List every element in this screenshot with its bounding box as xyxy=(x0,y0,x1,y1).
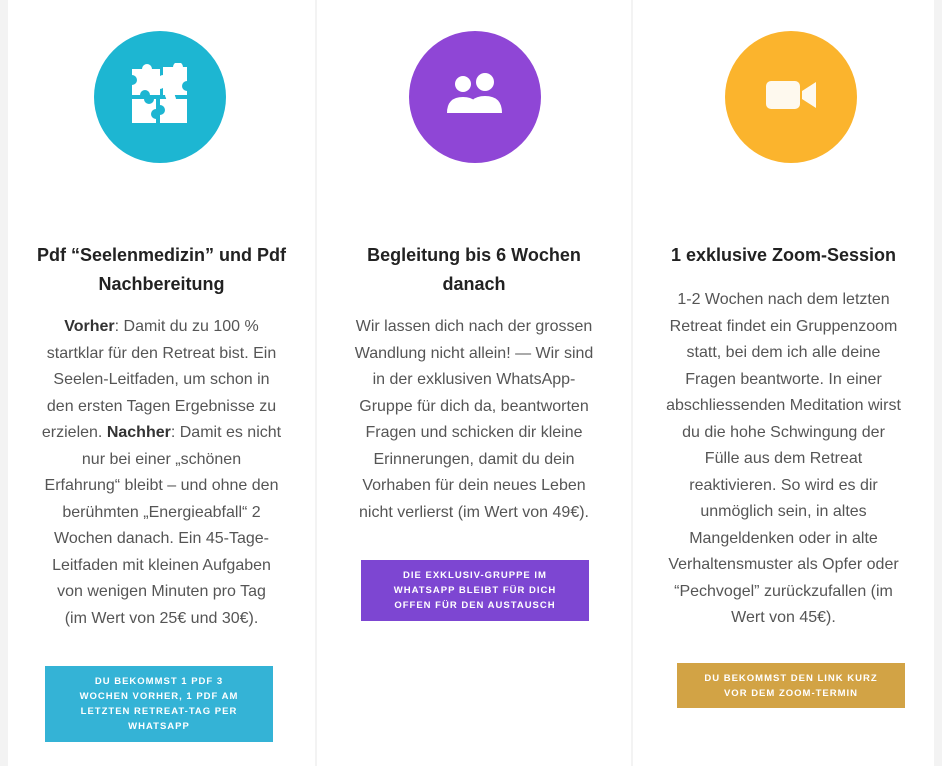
video-camera-icon xyxy=(764,78,818,117)
puzzle-icon xyxy=(128,63,192,132)
icon-circle xyxy=(94,31,226,163)
whatsapp-group-button[interactable]: DIE EXKLUSIV-GRUPPE IM WHATSAPP BLEIBT FÜR DICH OFFEN FÜR DEN AUSTAUSCH xyxy=(361,560,589,621)
card-description: Vorher: Damit du zu 100 % startklar für den Retreat bist. Ein Seelen-Leitfaden, um schon in den ersten Tagen Ergebnisse zu erzielen. Nachher: Damit es nicht nur bei einer „schönen Erfahrung“ bleibt – und ohne den berühmten „Energieabfall“ 2 Wochen danach. Ein 45-Tage- Leitfaden mit kleinen Aufgaben von wenigen Minuten pro Tag (im Wert von 25€ und 30€). xyxy=(41,318,282,627)
label-vorher: Vorher xyxy=(64,318,115,335)
feature-card-zoom xyxy=(633,0,934,766)
card-title: 1 exklusive Zoom-Session xyxy=(670,245,897,265)
card-title: Pdf “Seelenmedizin” und Pdf Nachbereitung xyxy=(36,245,287,294)
icon-circle xyxy=(409,31,541,163)
card-description: 1-2 Wochen nach dem letzten Retreat findet ein Gruppenzoom statt, bei dem ich alle deine Fragen beantworte. In einer abschliessenden Meditation wirst du die hohe Schwingung der Fülle aus dem Retreat reaktivieren. So wird es dir unmöglich sein, in altes Mangeldenken oder in alte Verhaltensmuster als Opfer oder “Pechvogel” zurückzufallen (im Wert von 45€). xyxy=(666,291,901,626)
feature-card-pdf xyxy=(8,0,315,766)
pdf-info-button[interactable]: DU BEKOMMST 1 PDF 3 WOCHEN VORHER, 1 PDF AM LETZTEN RETREAT-TAG PER WHATSAPP xyxy=(45,666,273,742)
icon-circle xyxy=(725,31,857,163)
zoom-link-button[interactable]: DU BEKOMMST DEN LINK KURZ VOR DEM ZOOM-TERMIN xyxy=(677,663,905,708)
card-description: Wir lassen dich nach der grossen Wandlung nicht allein! — Wir sind in der exklusiven WhatsApp- Gruppe für dich da, beantworten Fragen und schicken dir kleine Erinnerungen, damit du dein Vorhaben für dein neues Leben nicht verlierst (im Wert von 49€). xyxy=(354,318,594,521)
users-icon xyxy=(445,73,505,122)
label-nachher: Nachher xyxy=(106,424,171,441)
feature-card-begleitung xyxy=(317,0,631,766)
card-title: Begleitung bis 6 Wochen danach xyxy=(367,245,581,294)
